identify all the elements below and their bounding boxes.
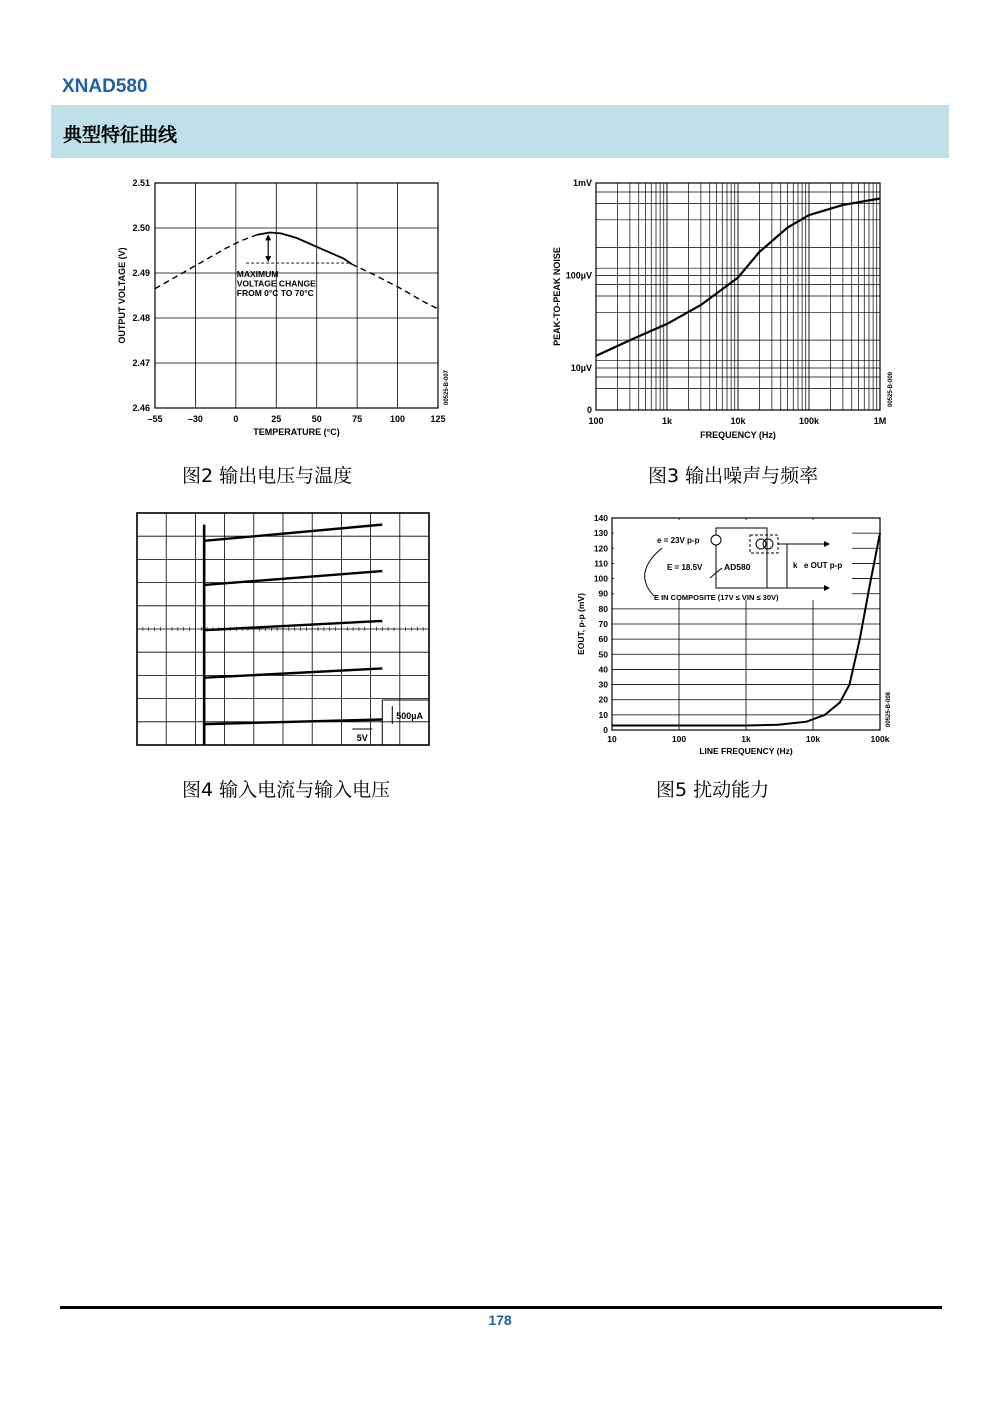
- y-axis-label: OUTPUT VOLTAGE (V): [117, 247, 127, 344]
- y-tick-label: 130: [593, 528, 608, 539]
- y-tick-label: 1mV: [572, 178, 592, 188]
- y-tick-label: 2.46: [132, 403, 150, 413]
- x-tick-label: 25: [271, 414, 282, 424]
- x-tick-label: 100k: [798, 416, 820, 426]
- y-tick-label: 10µV: [570, 363, 592, 373]
- voltage-scale-label: 5V: [356, 733, 368, 743]
- annotation-text: VOLTAGE CHANGE: [236, 278, 316, 289]
- y-tick-label: 90: [598, 588, 608, 599]
- chart-line-rejection: [560, 508, 905, 763]
- y-tick-label: 2.51: [132, 178, 150, 188]
- y-tick-label: 70: [598, 619, 608, 629]
- y-tick-label: 2.49: [132, 268, 150, 278]
- y-tick-label: 2.47: [132, 358, 150, 368]
- x-tick-label: 125: [430, 414, 446, 424]
- arrow-head: [265, 256, 271, 262]
- current-trace: [204, 525, 382, 541]
- y-tick-label: 40: [598, 664, 608, 675]
- x-tick-label: 100: [671, 734, 687, 744]
- x-axis-label: TEMPERATURE (°C): [253, 427, 340, 437]
- x-axis-label: FREQUENCY (Hz): [700, 430, 776, 440]
- section-title: 典型特征曲线: [63, 124, 178, 146]
- y-tick-label: 50: [598, 649, 608, 660]
- y-tick-label: 10: [598, 709, 608, 720]
- annotation-text: MAXIMUM: [236, 269, 279, 280]
- composite-label: E IN COMPOSITE (17V ≤ VIN ≤ 30V): [654, 593, 779, 602]
- doc-title: XNAD580: [62, 76, 148, 97]
- inset-E-label: E = 18.5V: [667, 563, 703, 572]
- caption-fig3: 图3 输出噪声与频率: [648, 465, 819, 487]
- x-tick-label: 100: [390, 414, 406, 424]
- current-trace: [204, 668, 382, 677]
- chart-noise-vs-frequency: [548, 170, 898, 445]
- ac-source-symbol: [711, 535, 721, 545]
- x-tick-label: 50: [311, 414, 322, 424]
- caption-fig4: 图4 输入电流与输入电压: [182, 779, 391, 801]
- section-header: [51, 105, 949, 158]
- figure-code: 00525-B-009: [888, 371, 894, 407]
- k-label: k: [793, 561, 798, 570]
- device-label: AD580: [724, 562, 751, 572]
- x-axis-label: LINE FREQUENCY (Hz): [699, 746, 793, 756]
- inset-e-label: e = 23V p-p: [657, 536, 700, 545]
- x-tick-label: 1k: [741, 734, 751, 744]
- footer-rule: [60, 1306, 942, 1309]
- x-tick-label: –55: [147, 414, 163, 424]
- x-tick-label: 100k: [870, 734, 890, 744]
- annotation-text: FROM 0°C TO 70°C: [236, 288, 314, 299]
- y-tick-label: 2.48: [132, 313, 150, 323]
- y-tick-label: 0: [603, 725, 608, 735]
- chart-output-voltage-vs-temperature: [110, 170, 460, 445]
- x-tick-label: 1k: [661, 416, 673, 426]
- x-tick-label: –30: [187, 414, 203, 424]
- y-tick-label: 100µV: [565, 270, 592, 281]
- y-tick-label: 30: [598, 679, 608, 690]
- y-tick-label: 110: [594, 558, 608, 569]
- figure-input-current-vs-voltage: [130, 505, 440, 755]
- figure-code: 00525-B-007: [444, 369, 450, 405]
- x-tick-label: 10k: [730, 416, 746, 426]
- x-tick-label: 10: [607, 734, 617, 744]
- y-tick-label: 120: [593, 543, 608, 554]
- caption-fig2: 图2 输出电压与温度: [182, 465, 353, 487]
- figure-code: 00525-B-008: [886, 691, 892, 727]
- x-tick-label: 1M: [873, 416, 887, 426]
- series-line: [352, 264, 439, 309]
- y-tick-label: 100: [593, 573, 608, 584]
- chart-input-current-vs-voltage: [130, 505, 440, 755]
- x-tick-label: 100: [588, 416, 604, 426]
- x-tick-label: 75: [352, 414, 363, 424]
- figure-line-rejection: [560, 508, 905, 763]
- figure-output-voltage-vs-temperature: [110, 170, 460, 445]
- y-tick-label: 80: [598, 603, 608, 614]
- current-scale-label: 500µA: [396, 711, 423, 721]
- y-tick-label: 60: [598, 634, 608, 645]
- y-tick-label: 2.50: [132, 223, 150, 233]
- caption-fig5: 图5 扰动能力: [656, 779, 770, 801]
- series-line: [257, 233, 351, 265]
- figure-noise-vs-frequency: [548, 170, 898, 445]
- x-tick-label: 10k: [805, 734, 821, 744]
- y-tick-label: 20: [598, 694, 608, 705]
- y-axis-label: PEAK-TO-PEAK NOISE: [552, 247, 562, 346]
- page-number: 178: [488, 1312, 512, 1328]
- eout-label: e OUT p-p: [804, 561, 843, 570]
- y-tick-label: 140: [593, 513, 608, 523]
- arrow-head: [265, 234, 271, 240]
- y-axis-label: EOUT, p-p (mV): [576, 593, 586, 655]
- x-tick-label: 0: [233, 414, 239, 424]
- y-tick-label: 0: [586, 405, 592, 415]
